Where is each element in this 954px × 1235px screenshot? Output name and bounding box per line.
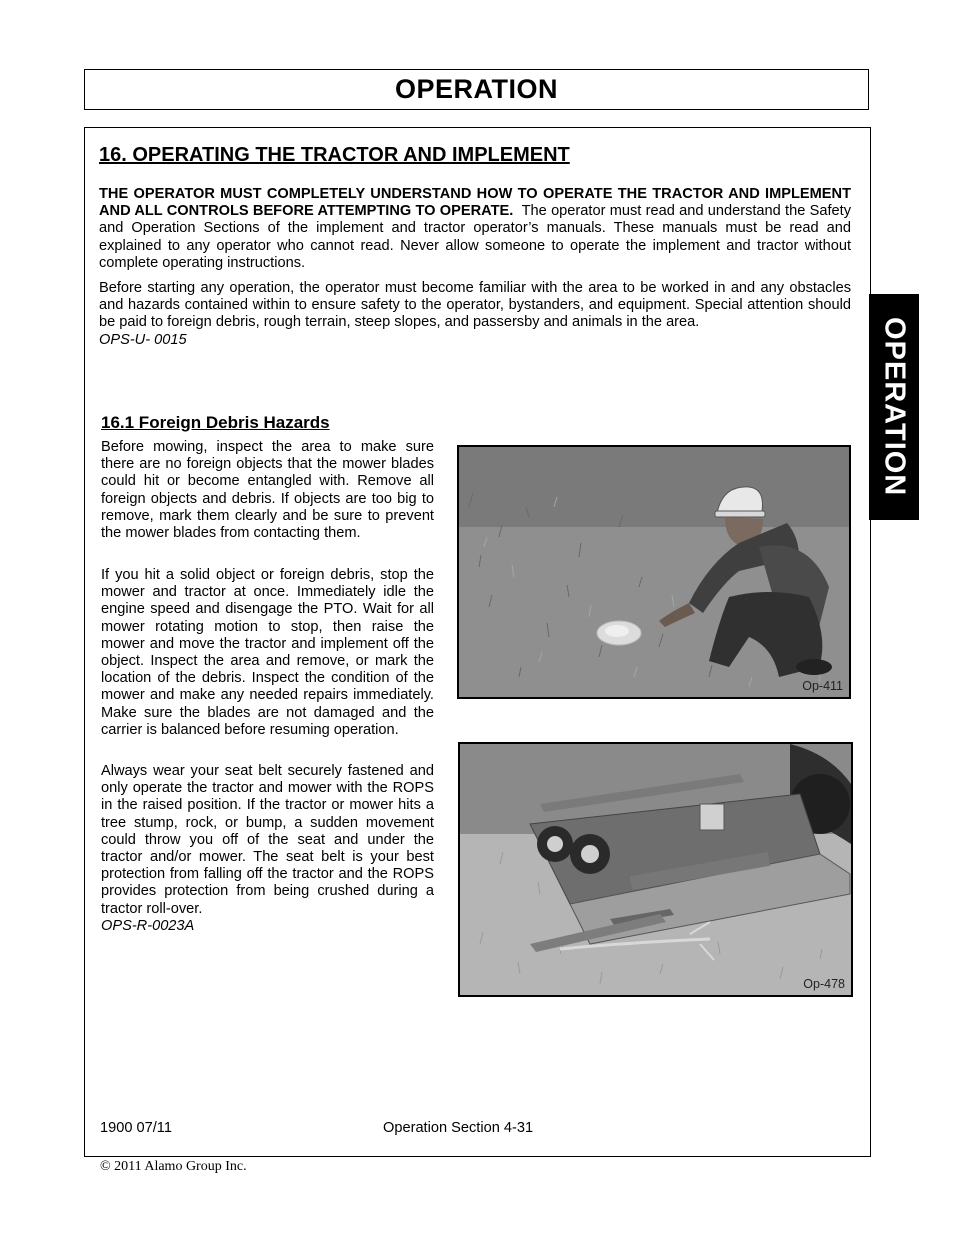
figure-label-2: Op-478 [803, 977, 845, 991]
copyright-notice: © 2011 Alamo Group Inc. [100, 1159, 247, 1174]
section-title: 16. OPERATING THE TRACTOR AND IMPLEMENT [99, 144, 570, 166]
photo-worker-graphic [459, 447, 849, 697]
intro-bold-text: THE OPERATOR MUST COMPLETELY UNDERSTAND HOW TO OPERATE THE TRACTOR AND IMPLEMENT AND ALL CONTROLS BEFORE ATTEMPTING TO OPERATE. [99, 186, 851, 220]
ops-reference: OPS-U- 0015 [99, 331, 187, 348]
ops-reference-2: OPS-R-0023A [101, 917, 195, 934]
debris-paragraph-2: If you hit a solid object or foreign debris, stop the mower and tractor at once. Immediately idle the engine speed and disengage the PTO. Wait for all mower rotating motion to stop, then raise the mower and move the tractor and implement off the object. Inspect the area and remove, or mark the location of the debris. Inspect the condition of the mower and make any needed repairs immediately. Make sure the blades are not damaged and the carrier is balanced before resuming operation. [101, 567, 434, 738]
page-header-title: OPERATION [394, 74, 558, 104]
header-box [84, 69, 869, 110]
awareness-text: Before starting any operation, the operator must become familiar with the area to be worked in and any obstacles and hazards contained within to ensure safety to the operator, bystanders, and equipment. Special attention should be paid to foreign debris, rough terrain, steep slopes, and passersby and animals in the area. [99, 280, 851, 331]
photo-mower-graphic [460, 744, 851, 995]
side-tab [869, 294, 919, 520]
side-tab-label: OPERATION [878, 317, 911, 497]
debris-paragraph-3 [101, 763, 434, 935]
footer-model-date: 1900 07/11 [100, 1120, 172, 1136]
subsection-title: 16.1 Foreign Debris Hazards [101, 413, 330, 432]
intro-paragraph [99, 186, 851, 272]
photo-worker-inspecting-debris [457, 445, 851, 699]
debris-paragraph-1: Before mowing, inspect the area to make sure there are no foreign objects that the mower blades could hit or become entangled with. Remove all foreign objects and debris. If objects are too big to remove, mark them clearly and be sure to prevent the mower blades from contacting them. [101, 439, 434, 542]
figure-label-1: Op-411 [802, 679, 843, 693]
seatbelt-text: Always wear your seat belt securely fastened and only operate the tractor and mower with the ROPS in the raised position. If the tractor or mower hits a tree stump, rock, or bump, a sudden movement could throw you off of the seat and under the tractor and/or mower. The seat belt is your best protection from falling off the tractor and the ROPS provides protection from being crushed during a tractor roll-over. [101, 763, 434, 917]
intro-rest-text: The operator must read and understand the Safety and Operation Sections of the implement and tractor operator’s manuals. These manuals must be read and explained to any operator who cannot read. Never allow someone to operate the implement and tractor without complete operating instructions. [99, 203, 851, 271]
footer-page-number: Operation Section 4-31 [383, 1120, 534, 1136]
photo-mower-over-branch [458, 742, 853, 997]
awareness-paragraph [99, 280, 851, 349]
